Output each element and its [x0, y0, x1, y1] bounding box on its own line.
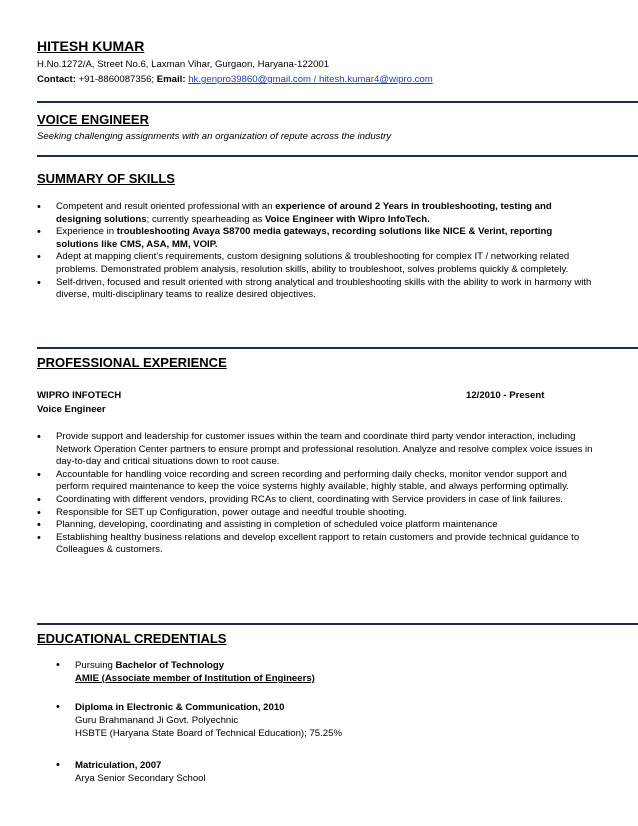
list-item: • Accountable for handling voice recording and screen recording and performing daily checks, monitor vendor support and perform required maintenance to keep the voice systems highly available, highly stable, and always performing optimally. [37, 469, 597, 494]
experience-list [37, 431, 597, 557]
list-item: • Responsible for SET up Configuration, power outage and needful trouble shooting. [37, 507, 597, 520]
resume-page: HITESH KUMAR H.No.1272/A, Street No.6, Laxman Vihar, Gurgaon, Haryana-122001 Contact: +91-8860087356; Email: hk.genpro39860@gmail.com / hitesh.kumar4@wipro.com VOICE ENGINEER Seeking challenging assignments with an organization of repute across the industry SUMMARY OF SKILLS • Competent and result oriented professional with an experience of around 2 Years in troubleshooting, testing and designing solutions; currently spearheading as Voice Engineer with Wipro InfoTech. • Experience in troubleshooting Avaya S8700 media gateways, recording solutions like NICE & Verint, reporting solutions like CMS, ASA, MM, VOIP. • Adept at mapping client’s requirements, custom designing solutions & troubleshooting for complex IT / networking related problems. Demonstrated problem analysis, resolution skills, ability to troubleshoot, solves problems quickly & completely. • Self-driven, focused and result oriented with strong analytical and troubleshooting skills with the ability to work in harmony with diverse, multi-disciplinary teams to realize desired objectives. PROFESSIONAL EXPERIENCE WIPRO INFOTECH 12/2010 - Present Voice Engineer • Provide support and leadership for customer issues within the team and coordinate third party vendor interaction, including Network Operation Center partners to ensure prompt and professional resolution. Analyze and resolve complex voice issues in day-to-day and critical situations down to root cause. • Accountable for handling voice recording and screen recording and performing daily checks, monitor vendor support and perform required maintenance to keep the voice systems highly available, highly stable, and always performing optimally. • Coordinating with different vendors, providing RCAs to client, coordinating with Service providers in case of link failures. • Responsible for SET up Configuration, power outage and needful trouble shooting. • Planning, developing, coordinating and assisting in completion of scheduled voice platform maintenance • Establishing healthy business relations and develop excellent rapport to retain customers and provide technical guidance to Colleagues & customers. EDUCATIONAL CREDENTIALS • Pursuing Bachelor of Technology AMIE (Associate member of Institution of Engineers) • Diploma in Electronic & Communication, 2010 Guru Brahmanand Ji Govt. Polyechnic HSBTE (Haryana State Board of Technical Education); 75.25% • Matriculation, 2007 Arya Senior Secondary School [0, 0, 638, 826]
email-label: Email: [156, 74, 186, 85]
education-title: EDUCATIONAL CREDENTIALS [37, 631, 227, 646]
contact-line [37, 74, 433, 86]
section-divider [37, 347, 638, 349]
list-item: • Coordinating with different vendors, providing RCAs to client, coordinating with Service providers in case of link failures. [37, 494, 597, 507]
phone-number: +91-8860087356; [78, 74, 155, 85]
candidate-name: HITESH KUMAR [37, 38, 145, 54]
education-detail: AMIE (Associate member of Institution of Engineers) [75, 673, 315, 684]
bullet-icon: • [56, 759, 60, 771]
contact-label: Contact: [37, 74, 76, 85]
email-links[interactable]: hk.genpro39860@gmail.com / hitesh.kumar4@wipro.com [188, 74, 433, 85]
skills-list [37, 201, 597, 302]
job-period: 12/2010 - Present [466, 390, 545, 401]
list-item: • Self-driven, focused and result oriented with strong analytical and troubleshooting skills with the ability to work in harmony with diverse, multi-disciplinary teams to realize desired objectives. [37, 277, 597, 302]
objective-tagline: Seeking challenging assignments with an organization of repute across the industry [37, 131, 392, 142]
list-item: • Establishing healthy business relations and develop excellent rapport to retain customers and provide technical guidance to Colleagues & customers. [37, 532, 597, 557]
bullet-icon: • [56, 701, 60, 713]
company-name: WIPRO INFOTECH [37, 390, 122, 401]
list-item: • Provide support and leadership for customer issues within the team and coordinate third party vendor interaction, including Network Operation Center partners to ensure prompt and professional resolution. Analyze and resolve complex voice issues in day-to-day and critical situations down to root cause. [37, 431, 597, 469]
section-divider [37, 101, 638, 103]
list-item: • Experience in troubleshooting Avaya S8700 media gateways, recording solutions like NICE & Verint, reporting solutions like CMS, ASA, MM, VOIP. [37, 226, 597, 251]
skills-title: SUMMARY OF SKILLS [37, 171, 175, 186]
list-item: • Adept at mapping client’s requirements, custom designing solutions & troubleshooting for complex IT / networking related problems. Demonstrated problem analysis, resolution skills, ability to troubleshoot, solves problems quickly & completely. [37, 251, 597, 276]
list-item: • Competent and result oriented professional with an experience of around 2 Years in troubleshooting, testing and designing solutions; currently spearheading as Voice Engineer with Wipro InfoTech. [37, 201, 597, 226]
education-detail: Guru Brahmanand Ji Govt. Polyechnic [75, 715, 239, 726]
bullet-icon: • [56, 659, 60, 671]
experience-title: PROFESSIONAL EXPERIENCE [37, 355, 227, 370]
job-role: Voice Engineer [37, 404, 106, 415]
education-detail: HSBTE (Haryana State Board of Technical Education); 75.25% [75, 728, 342, 739]
section-divider [37, 155, 638, 157]
section-divider [37, 623, 638, 625]
list-item: • Planning, developing, coordinating and assisting in completion of scheduled voice platform maintenance [37, 519, 597, 532]
objective-title: VOICE ENGINEER [37, 112, 149, 127]
address: H.No.1272/A, Street No.6, Laxman Vihar, Gurgaon, Haryana-122001 [37, 59, 330, 70]
education-detail: Arya Senior Secondary School [75, 773, 206, 784]
